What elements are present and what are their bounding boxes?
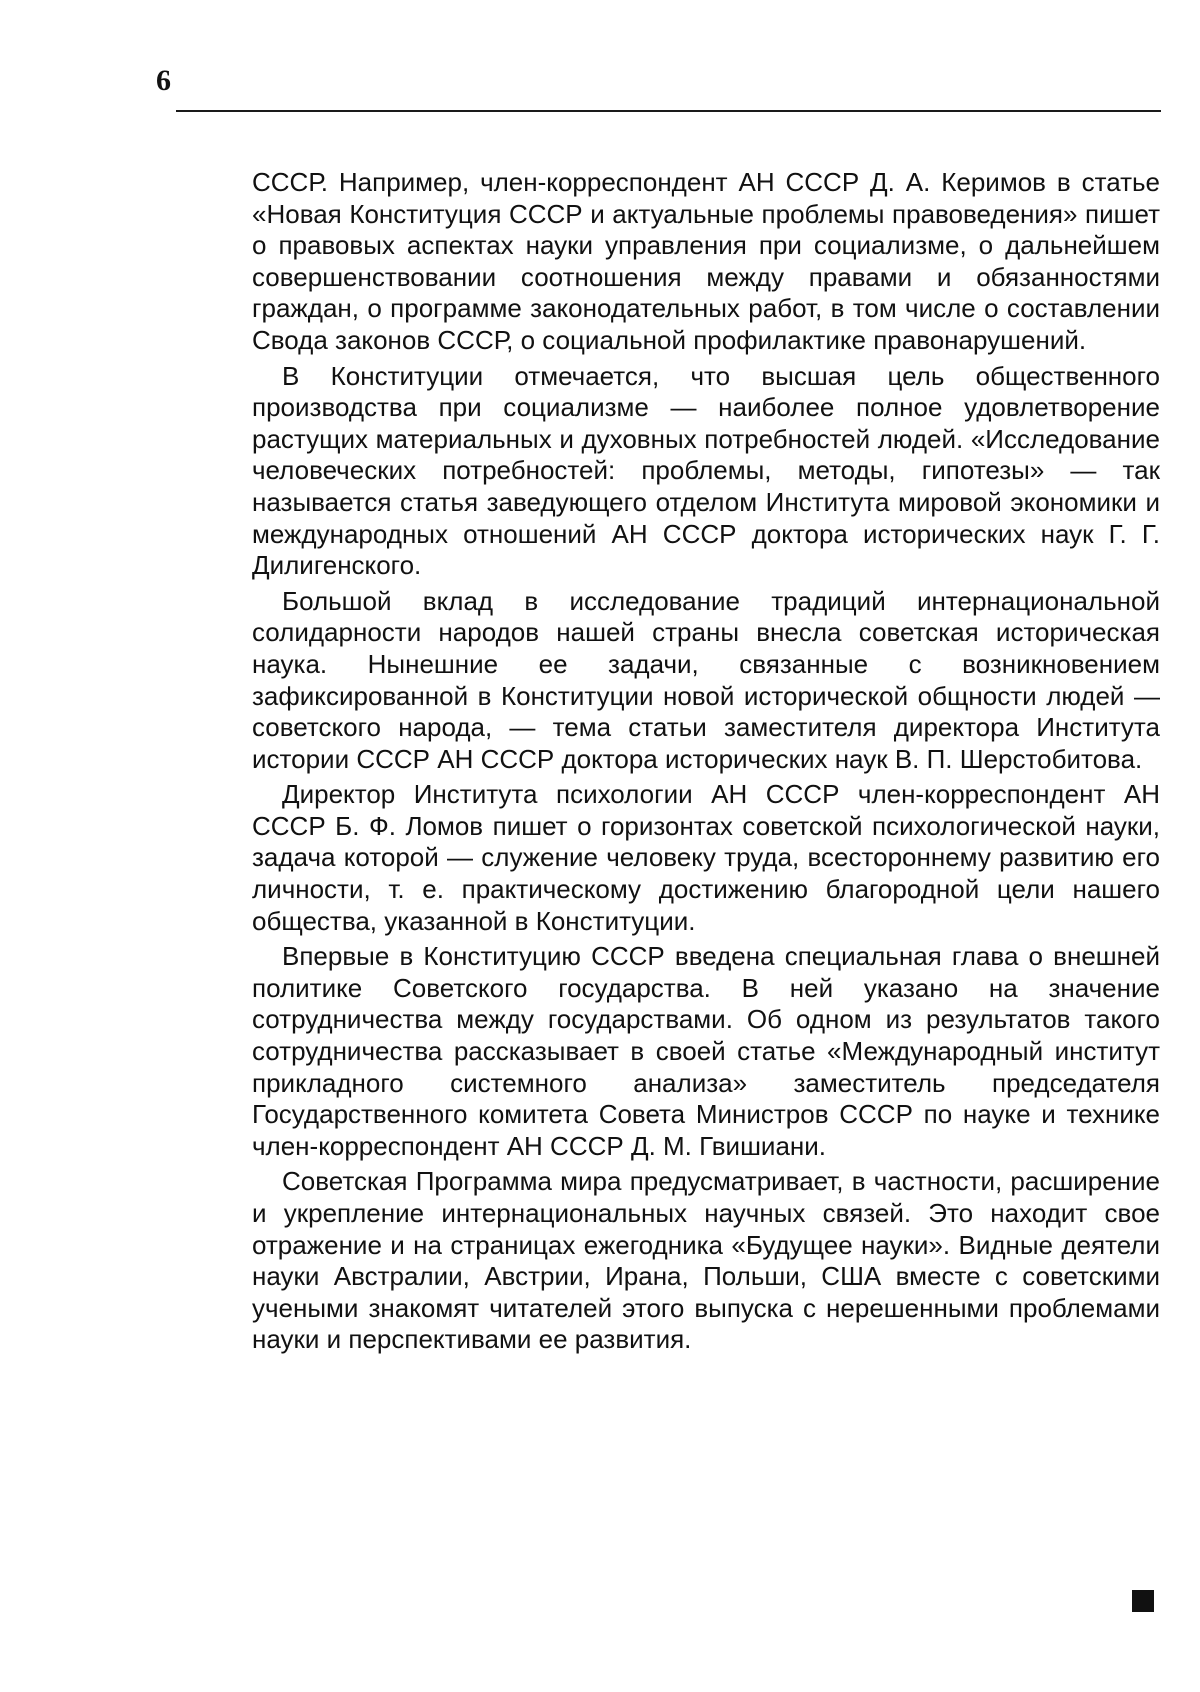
article-text xyxy=(252,167,1160,1360)
paragraph-2: В Конституции отмечается, что высшая цель общественного производства при социализме — наиболее полное удовлетворение растущих материальных и духовных потребностей людей. «Исследование человеческих потребностей: проблемы, методы, гипотезы» — так называется статья заведующего отделом Института мировой экономики и международных отношений АН СССР доктора исторических наук Г. Г. Дилигенского. xyxy=(252,360,1160,581)
end-of-article-mark xyxy=(1132,1590,1154,1612)
paragraph-4: Директор Института психологии АН СССР член-корреспондент АН СССР Б. Ф. Ломов пишет о горизонтах советской психологической науки, задача которой — служение человеку труда, всестороннему развитию его личности, т. е. практическому достижению благородной цели нашего общества, указанной в Конституции. xyxy=(252,779,1160,936)
page-number: 6 xyxy=(156,64,171,97)
paragraph-6: Советская Программа мира предусматривает, в частности, расширение и укрепление интернациональных научных связей. Это находит свое отражение и на страницах ежегодника «Будущее науки». Видные деятели науки Австралии, Австрии, Ирана, Польши, США вместе с советскими учеными знакомят читателей этого выпуска с нерешенными проблемами науки и перспективами ее развития. xyxy=(252,1166,1160,1355)
paragraph-3: Большой вклад в исследование традиций интернациональной солидарности народов нашей страны внесла советская историческая наука. Нынешние ее задачи, связанные с возникновением зафиксированной в Конституции новой исторической общности людей — советского народа, — тема статьи заместителя директора Института истории СССР АН СССР доктора исторических наук В. П. Шерстобитова. xyxy=(252,585,1160,774)
header-rule xyxy=(176,110,1161,112)
paragraph-1: СССР. Например, член-корреспондент АН СССР Д. А. Керимов в статье «Новая Конституция СССР и актуальные проблемы правоведения» пишет о правовых аспектах науки управления при социализме, о дальнейшем совершенствовании соотношения между правами и обязанностями граждан, о программе законодательных работ, в том числе о составлении Свода законов СССР, о социальной профилактике правонарушений. xyxy=(252,167,1160,355)
paragraph-5: Впервые в Конституцию СССР введена специальная глава о внешней политике Советского государства. В ней указано на значение сотрудничества между государствами. Об одном из результатов такого сотрудничества рассказывает в своей статье «Международный институт прикладного системного анализа» заместитель председателя Государственного комитета Совета Министров СССР по науке и технике член-корреспондент АН СССР Д. М. Гвишиани. xyxy=(252,941,1160,1161)
